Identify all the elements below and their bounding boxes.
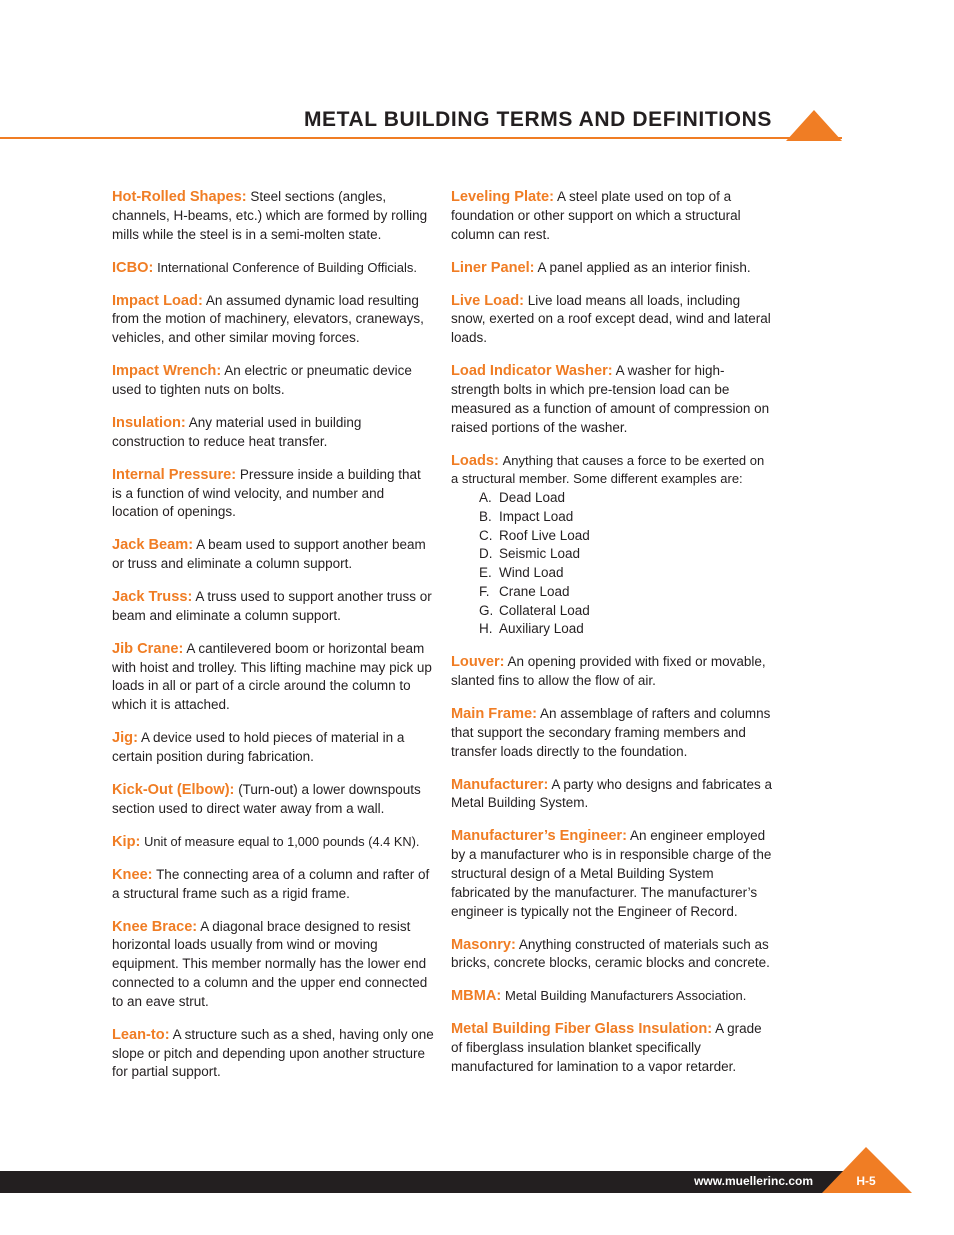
- list-item: [479, 489, 773, 508]
- definition-entry: [451, 188, 773, 244]
- list-letter: A.: [479, 490, 492, 506]
- list-item: [479, 602, 773, 621]
- list-text: Auxiliary Load: [499, 621, 584, 637]
- entry-definition: Unit of measure equal to 1,000 pounds (4.4 KN).: [144, 833, 420, 849]
- entry-definition: The connecting area of a column and rafter of a structural frame such as a rigid frame.: [112, 866, 430, 901]
- definition-entry: [112, 414, 434, 452]
- list-item: [479, 508, 773, 527]
- definition-entry: [112, 588, 434, 626]
- definition-entry: [112, 188, 434, 244]
- list-letter: H.: [479, 621, 493, 637]
- entry-definition: Steel sections (angles, channels, H-beams, etc.) which are formed by rolling mills while the steel is in a semi-molten state.: [112, 189, 428, 242]
- entry-definition: A structure such as a shed, having only one slope or pitch and depending upon another structure for partial support.: [112, 1026, 434, 1080]
- list-text: Wind Load: [499, 565, 564, 581]
- entry-definition: A party who designs and fabricates a Metal Building System.: [451, 776, 772, 811]
- entry-definition: Any material used in building construction to reduce heat transfer.: [112, 414, 362, 449]
- entry-term: Load Indicator Washer:: [451, 363, 613, 380]
- entry-term: Kick-Out (Elbow):: [112, 782, 235, 798]
- definition-entry: [112, 466, 434, 522]
- entry-definition: Anything that causes a force to be exerted on a structural member. Some different examples are:: [451, 452, 765, 487]
- entry-definition: An electric or pneumatic device used to tighten nuts on bolts.: [112, 363, 412, 397]
- entry-definition: (Turn-out) a lower downspouts section used to direct water away from a wall.: [112, 782, 421, 816]
- definition-entry: [451, 292, 773, 348]
- list-letter: C.: [479, 527, 493, 543]
- definition-entry: [451, 362, 773, 437]
- right-column: [451, 188, 773, 1091]
- entry-definition: An assemblage of rafters and columns that support the secondary framing members and transfer loads directly to the foundation.: [451, 706, 771, 759]
- entry-definition: A grade of fiberglass insulation blanket specifically manufactured for lamination to a vapor retarder.: [451, 1021, 762, 1074]
- entry-term: Impact Wrench:: [112, 363, 222, 380]
- definition-entry: [451, 653, 773, 691]
- left-column: [112, 188, 434, 1096]
- definition-entry: [451, 1020, 773, 1076]
- entry-term: Leveling Plate:: [451, 189, 554, 205]
- list-item: [479, 527, 773, 546]
- entry-definition: Pressure inside a building that is a function of wind velocity, and number and location of openings.: [112, 466, 421, 520]
- entry-term: MBMA:: [451, 988, 502, 1005]
- list-letter: F.: [479, 583, 490, 599]
- entry-term: Kip:: [112, 833, 141, 850]
- entry-term: Jig:: [112, 730, 138, 747]
- header-rule: [0, 137, 842, 139]
- entry-term: Liner Panel:: [451, 259, 535, 276]
- list-text: Dead Load: [499, 490, 566, 506]
- definition-entry: [112, 918, 434, 1012]
- entry-definition: Anything constructed of materials such as bricks, concrete blocks, ceramic blocks and concrete.: [451, 936, 770, 971]
- entry-term: Louver:: [451, 654, 505, 671]
- entry-term: Manufacturer’s Engineer:: [451, 828, 627, 845]
- definition-entry: [112, 259, 434, 278]
- entry-term: Knee Brace:: [112, 918, 198, 935]
- list-text: Crane Load: [499, 583, 570, 599]
- page-number: H-5: [856, 1174, 876, 1188]
- entry-term: ICBO:: [112, 259, 154, 276]
- entry-term: Hot-Rolled Shapes:: [112, 189, 247, 205]
- list-text: Roof Live Load: [499, 527, 590, 543]
- definition-entry: [112, 729, 434, 767]
- definition-entry: [112, 292, 434, 348]
- list-text: Impact Load: [499, 508, 574, 524]
- entry-term: Insulation:: [112, 414, 186, 431]
- entry-definition: A steel plate used on top of a foundation or other support on which a structural column can rest.: [451, 189, 741, 242]
- definition-entry: [112, 640, 434, 715]
- list-item: [479, 545, 773, 564]
- entry-definition: A beam used to support another beam or truss and eliminate a column support.: [112, 537, 426, 572]
- entry-term: Jack Truss:: [112, 589, 193, 606]
- definition-entry: [112, 781, 434, 819]
- entry-definition: An opening provided with fixed or movable, slanted fins to allow the flow of air.: [451, 654, 766, 689]
- header-triangle-icon: [786, 110, 842, 141]
- entry-term: Jack Beam:: [112, 537, 194, 554]
- entry-term: Loads:: [451, 452, 499, 469]
- entry-definition: Live load means all loads, including snow, exerted on a roof except dead, wind and lateral loads.: [451, 292, 771, 346]
- entry-definition: A washer for high-strength bolts in which pre-tension load can be measured as a function of amount of compression on raised portions of the washer.: [451, 363, 770, 435]
- list-text: Seismic Load: [499, 546, 581, 562]
- definition-entry: [451, 705, 773, 761]
- list-item: [479, 564, 773, 583]
- definition-entry: [451, 776, 773, 814]
- list-letter: E.: [479, 565, 492, 581]
- list-item: [479, 583, 773, 602]
- definition-entry: [451, 987, 773, 1006]
- list-letter: D.: [479, 546, 493, 562]
- entry-term: Jib Crane:: [112, 640, 184, 657]
- entry-term: Main Frame:: [451, 706, 537, 723]
- entry-term: Manufacturer:: [451, 776, 549, 793]
- entry-term: Knee:: [112, 866, 153, 883]
- definition-entry: [112, 1026, 434, 1082]
- entry-definition: A panel applied as an interior finish.: [537, 259, 751, 275]
- definition-entry: [112, 833, 434, 852]
- list-text: Collateral Load: [499, 602, 590, 618]
- entry-definition: An assumed dynamic load resulting from the motion of machinery, elevators, craneways, vehicles, and other similar moving forces.: [112, 292, 424, 346]
- entry-definition: A truss used to support another truss or beam and eliminate a column support.: [112, 589, 432, 623]
- entry-definition: An engineer employed by a manufacturer who is in responsible charge of the structural design of a Metal Building System fabricated by the manufacturer. The manufacturer’s engineer is typically not the Engineer of Record.: [451, 828, 772, 919]
- definition-entry: [112, 362, 434, 400]
- entry-term: Impact Load:: [112, 292, 203, 309]
- definition-entry: [451, 827, 773, 921]
- list-letter: B.: [479, 508, 492, 524]
- entry-term: Live Load:: [451, 292, 524, 309]
- definition-entry: [112, 536, 434, 574]
- page-title: METAL BUILDING TERMS AND DEFINITIONS: [303, 108, 772, 131]
- entry-term: Internal Pressure:: [112, 466, 237, 483]
- list-letter: G.: [479, 602, 494, 618]
- definition-entry: [451, 936, 773, 974]
- definition-entry: [451, 259, 773, 278]
- entry-definition: International Conference of Building Officials.: [157, 259, 418, 275]
- entry-definition: Metal Building Manufacturers Association.: [505, 988, 747, 1004]
- load-types-list: [451, 489, 773, 639]
- entry-term: Masonry:: [451, 936, 516, 953]
- entry-definition: A device used to hold pieces of material in a certain position during fabrication.: [112, 730, 405, 765]
- entry-term: Lean-to:: [112, 1026, 170, 1043]
- footer-website-link[interactable]: www.muellerinc.com: [694, 1174, 813, 1188]
- definition-entry: [112, 866, 434, 904]
- loads-entry: [451, 452, 773, 640]
- entry-definition: A cantilevered boom or horizontal beam with hoist and trolley. This lifting machine may pick up loads in all or part of a circle around the column to which it is attached.: [112, 640, 432, 713]
- entry-definition: A diagonal brace designed to resist horizontal loads usually from wind or moving equipment. This member normally has the lower end connected to a column and the upper end connected to an eave strut.: [112, 918, 428, 1009]
- list-item: [479, 620, 773, 639]
- entry-term: Metal Building Fiber Glass Insulation:: [451, 1021, 713, 1038]
